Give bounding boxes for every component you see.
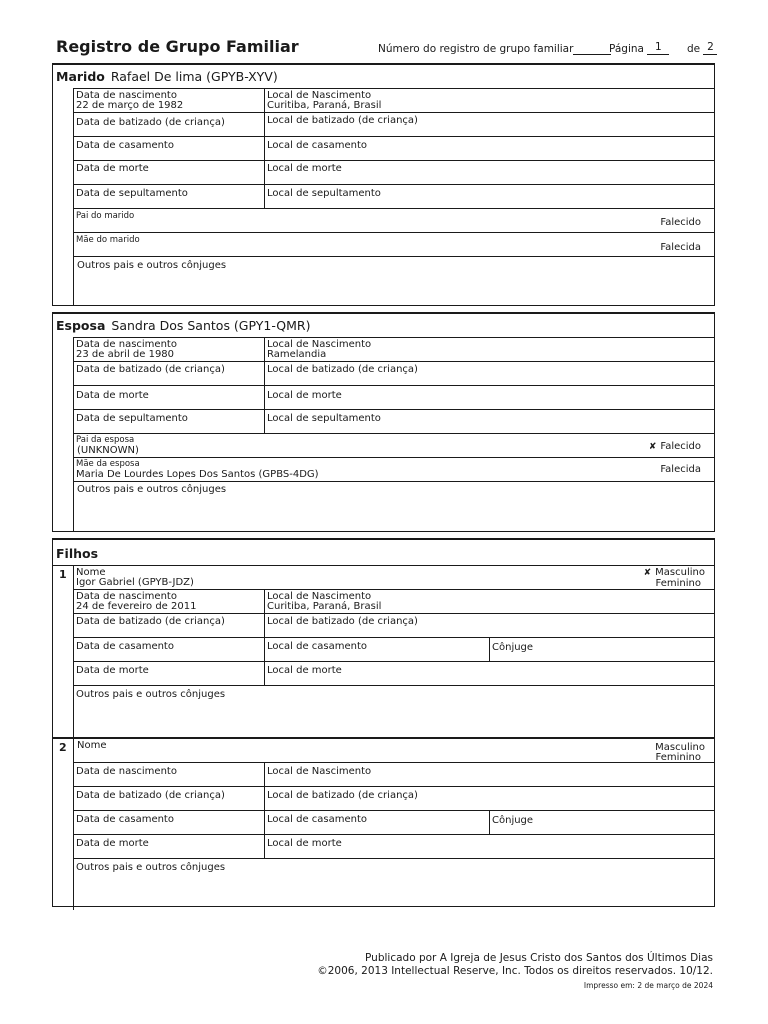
child-2-marriage-cell[interactable]: [74, 811, 265, 834]
death-label: Data de morte: [76, 163, 149, 174]
husband-birth-date: 22 de março de 1982: [76, 100, 184, 111]
wife-mother-label: Mãe da esposa: [76, 459, 140, 469]
child-2-baptism-place-cell[interactable]: [265, 787, 715, 810]
child-2-spouse-cell[interactable]: [490, 811, 715, 834]
child-1-name: Igor Gabriel (GPYB-JDZ): [76, 577, 194, 588]
child-2-birth-date-cell[interactable]: [74, 763, 265, 786]
birth-date-label: Data de nascimento: [76, 766, 177, 777]
child-1-birth-date: 24 de fevereiro de 2011: [76, 601, 197, 612]
death-place-label: Local de morte: [267, 838, 342, 849]
wife-father-label: Pai da esposa: [76, 435, 135, 445]
child-1-name-row[interactable]: [74, 566, 715, 589]
husband-section: [52, 63, 715, 306]
child-1-block: [53, 565, 714, 738]
wife-birth-date: 23 de abril de 1980: [76, 349, 175, 360]
wife-baptism-place-cell[interactable]: [265, 362, 715, 385]
husband-death-place-cell[interactable]: [265, 161, 715, 184]
child-1-baptism-place-cell[interactable]: [265, 614, 715, 637]
marriage-label: Data de casamento: [76, 140, 174, 151]
child-2-death-cell[interactable]: [74, 835, 265, 858]
husband-details: [73, 88, 715, 305]
husband-baptism-row: [74, 112, 715, 136]
page-value[interactable]: 1: [647, 41, 669, 55]
husband-birth-place: Curitiba, Paraná, Brasil: [267, 100, 382, 111]
child-1-marriage-row: [74, 637, 715, 661]
husband-mother-label: Mãe do marido: [76, 235, 140, 245]
wife-burial-cell[interactable]: [74, 410, 265, 433]
child-1-other-row[interactable]: [74, 685, 715, 738]
birth-date-label: Data de nascimento: [76, 90, 177, 101]
marriage-label: Data de casamento: [76, 641, 174, 652]
child-1-marriage-cell[interactable]: [74, 638, 265, 661]
footer-copyright: ©2006, 2013 Intellectual Reserve, Inc. Todos os direitos reservados. 10/12.: [317, 965, 713, 977]
male-label: Masculino: [655, 567, 705, 578]
husband-birth-row: [74, 88, 715, 112]
child-2-death-place-cell[interactable]: [265, 835, 715, 858]
children-section: [52, 538, 715, 907]
wife-mother-deceased[interactable]: Falecida: [660, 464, 701, 475]
check-x-icon: ✘: [643, 568, 652, 578]
birth-date-label: Data de nascimento: [76, 339, 177, 350]
child-name-label: Nome: [76, 567, 106, 578]
page-total: [687, 41, 717, 55]
wife-father-row[interactable]: [74, 433, 715, 457]
child-1-birth-row: [74, 589, 715, 613]
page-number: [609, 41, 669, 55]
child-1-male[interactable]: [644, 567, 705, 578]
husband-burial-place-cell[interactable]: [265, 185, 715, 208]
wife-father-deceased-label: Falecido: [660, 441, 701, 452]
of-value[interactable]: 2: [703, 41, 717, 55]
child-number: 1: [59, 568, 67, 581]
child-1-spouse-cell[interactable]: [490, 638, 715, 661]
child-2-other-row[interactable]: [74, 858, 715, 910]
death-place-label: Local de morte: [267, 665, 342, 676]
child-2-marriage-place-cell[interactable]: [265, 811, 490, 834]
husband-father-label: Pai do marido: [76, 211, 135, 221]
child-2-female[interactable]: Feminino: [655, 752, 701, 763]
husband-father-deceased[interactable]: Falecido: [660, 217, 701, 228]
child-2-name-row[interactable]: [74, 739, 715, 762]
child-1-birth-place-cell[interactable]: [265, 590, 715, 613]
wife-father-deceased[interactable]: [649, 441, 701, 452]
child-2-baptism-cell[interactable]: [74, 787, 265, 810]
footer-publisher: Publicado por A Igreja de Jesus Cristo dos Santos dos Últimos Dias: [365, 952, 713, 964]
wife-death-place-cell[interactable]: [265, 386, 715, 409]
marriage-place-label: Local de casamento: [267, 641, 368, 652]
death-place-label: Local de morte: [267, 390, 342, 401]
child-1-death-row: [74, 661, 715, 685]
of-label: de: [687, 43, 701, 55]
wife-baptism-cell[interactable]: [74, 362, 265, 385]
baptism-label: Data de batizado (de criança): [76, 616, 225, 627]
marriage-place-label: Local de casamento: [267, 140, 368, 151]
wife-birth-row: [74, 337, 715, 361]
husband-header: [56, 69, 278, 84]
children-header: [56, 546, 104, 561]
wife-section: [52, 312, 715, 532]
husband-other-row[interactable]: [74, 256, 715, 305]
child-2-male[interactable]: Masculino: [655, 742, 705, 753]
wife-birth-date-cell[interactable]: [74, 338, 265, 361]
record-number-label: Número do registro de grupo familiar: [378, 43, 574, 55]
baptism-place-label: Local de batizado (de criança): [267, 115, 418, 126]
husband-role: Marido: [56, 69, 105, 84]
wife-other-row[interactable]: [74, 481, 715, 531]
child-2-birth-place-cell[interactable]: [265, 763, 715, 786]
birth-place-label: Local de Nascimento: [267, 591, 372, 602]
child-1-death-place-cell[interactable]: [265, 662, 715, 685]
wife-baptism-row: [74, 361, 715, 385]
baptism-place-label: Local de batizado (de criança): [267, 616, 418, 627]
birth-place-label: Local de Nascimento: [267, 90, 372, 101]
wife-details: [73, 337, 715, 531]
wife-other-label: Outros pais e outros cônjuges: [77, 484, 227, 495]
husband-mother-deceased[interactable]: Falecida: [660, 242, 701, 253]
check-x-icon: ✘: [648, 442, 657, 452]
child-1-details: [73, 566, 715, 738]
husband-name[interactable]: Rafael De lima (GPYB-XYV): [110, 69, 278, 84]
birth-place-label: Local de Nascimento: [267, 766, 372, 777]
marriage-label: Data de casamento: [76, 814, 174, 825]
husband-father-row[interactable]: [74, 208, 715, 232]
wife-header: [56, 318, 311, 333]
death-label: Data de morte: [76, 665, 149, 676]
wife-death-row: [74, 385, 715, 409]
wife-role: Esposa: [56, 318, 106, 333]
husband-birth-date-cell[interactable]: [74, 89, 265, 112]
baptism-label: Data de batizado (de criança): [76, 790, 225, 801]
birth-date-label: Data de nascimento: [76, 591, 177, 602]
burial-label: Data de sepultamento: [76, 188, 188, 199]
spouse-label: Cônjuge: [492, 815, 534, 826]
child-1-birth-date-cell[interactable]: [74, 590, 265, 613]
wife-birth-place: Ramelandia: [267, 349, 327, 360]
page-title: Registro de Grupo Familiar: [56, 37, 299, 56]
child-number: 2: [59, 741, 67, 754]
wife-birth-place-cell[interactable]: [265, 338, 715, 361]
record-number: [378, 41, 611, 55]
husband-mother-row[interactable]: [74, 232, 715, 256]
child-2-details: [73, 739, 715, 910]
husband-baptism-place-cell[interactable]: [265, 113, 715, 136]
birth-place-label: Local de Nascimento: [267, 339, 372, 350]
husband-birth-place-cell[interactable]: [265, 89, 715, 112]
death-place-label: Local de morte: [267, 163, 342, 174]
husband-marriage-place-cell[interactable]: [265, 137, 715, 160]
burial-place-label: Local de sepultamento: [267, 188, 381, 199]
child-other-label: Outros pais e outros cônjuges: [76, 862, 226, 873]
wife-mother-row[interactable]: [74, 457, 715, 481]
child-name-label: Nome: [77, 740, 107, 751]
child-2-baptism-row: [74, 786, 715, 810]
husband-marriage-cell[interactable]: [74, 137, 265, 160]
baptism-label: Data de batizado (de criança): [76, 117, 225, 128]
child-1-death-cell[interactable]: [74, 662, 265, 685]
child-2-death-row: [74, 834, 715, 858]
wife-death-cell[interactable]: [74, 386, 265, 409]
child-other-label: Outros pais e outros cônjuges: [76, 689, 226, 700]
husband-other-label: Outros pais e outros cônjuges: [77, 260, 227, 271]
burial-label: Data de sepultamento: [76, 413, 188, 424]
record-number-field[interactable]: [573, 41, 611, 55]
spouse-label: Cônjuge: [492, 642, 534, 653]
husband-marriage-row: [74, 136, 715, 160]
wife-mother-name: Maria De Lourdes Lopes Dos Santos (GPBS-4DG): [76, 469, 319, 480]
wife-burial-row: [74, 409, 715, 433]
footer-printed: Impresso em: 2 de março de 2024: [583, 981, 713, 990]
husband-burial-cell[interactable]: [74, 185, 265, 208]
page-label: Página: [609, 43, 644, 55]
burial-place-label: Local de sepultamento: [267, 413, 381, 424]
death-label: Data de morte: [76, 390, 149, 401]
baptism-place-label: Local de batizado (de criança): [267, 790, 418, 801]
child-2-block: [53, 737, 714, 910]
child-2-marriage-row: [74, 810, 715, 834]
wife-burial-place-cell[interactable]: [265, 410, 715, 433]
children-title: Filhos: [56, 546, 99, 561]
husband-burial-row: [74, 184, 715, 208]
wife-name[interactable]: Sandra Dos Santos (GPY1-QMR): [111, 318, 311, 333]
wife-father-name: (UNKNOWN): [77, 445, 139, 456]
child-1-baptism-row: [74, 613, 715, 637]
husband-baptism-cell[interactable]: [74, 113, 265, 136]
child-2-birth-row: [74, 762, 715, 786]
baptism-label: Data de batizado (de criança): [76, 364, 225, 375]
child-1-birth-place: Curitiba, Paraná, Brasil: [267, 601, 382, 612]
child-1-baptism-cell[interactable]: [74, 614, 265, 637]
death-label: Data de morte: [76, 838, 149, 849]
marriage-place-label: Local de casamento: [267, 814, 368, 825]
husband-death-cell[interactable]: [74, 161, 265, 184]
husband-death-row: [74, 160, 715, 184]
child-1-female[interactable]: Feminino: [655, 578, 701, 589]
child-1-marriage-place-cell[interactable]: [265, 638, 490, 661]
baptism-place-label: Local de batizado (de criança): [267, 364, 418, 375]
